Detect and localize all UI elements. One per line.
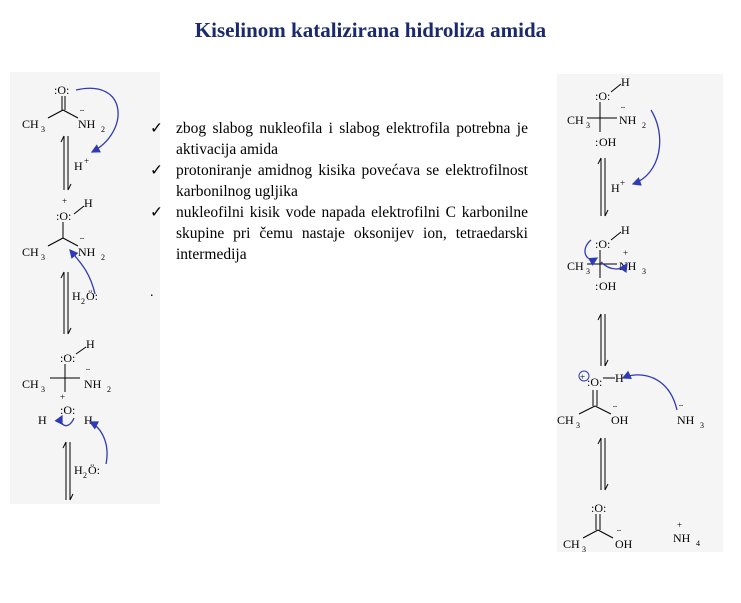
svg-text:2: 2 [83,471,87,480]
svg-text:3: 3 [576,421,580,430]
svg-text:4: 4 [696,539,700,548]
svg-text:3: 3 [41,125,45,134]
key-points-list [150,118,528,265]
oxonium-oxygen-water: :O: [60,403,76,417]
svg-text:H: H [38,413,47,427]
ammonia-molecule [677,401,704,430]
bullet-text: zbog slabog nukleofila i slabog elektrofila potrebna je aktivacija amida [176,120,528,158]
svg-text:+: + [623,248,629,258]
svg-text:+: + [62,196,68,206]
hydroxyl-oxygen: :O: [60,351,76,365]
svg-text:¨: ¨ [613,402,617,416]
bullet-protonation [150,160,528,202]
svg-text:2: 2 [81,297,85,306]
svg-text:H: H [621,75,630,89]
structure-tetrahedral-intermediate [22,337,111,427]
svg-text:Ö:: Ö: [86,289,98,303]
amine-label: NH [78,117,96,131]
equilibrium-arrows-1 [61,136,71,190]
structure-neutral-tetrahedral [567,75,646,149]
structure-protonated-acid [557,371,629,430]
checkmark-icon: ✓ [150,120,163,137]
mechanism-panel-right [557,74,723,552]
svg-text:+: + [677,520,683,530]
svg-text:¨: ¨ [679,401,683,415]
structure-ammonium-intermediate [567,223,646,293]
bullet-text: protoniranje amidnog kisika povećava se elektrofilnost karbonilnog ugljika [176,162,528,200]
svg-text::O:: :O: [587,375,603,389]
equilibrium-arrows-2 [61,272,71,334]
water-reagent-1: H [72,289,81,303]
svg-text:OH: OH [599,279,617,293]
svg-text:2: 2 [101,253,105,262]
svg-text:OH: OH [599,135,617,149]
water-reagent-2: H [74,463,83,477]
svg-text:CH: CH [22,377,39,391]
svg-text:3: 3 [582,545,586,554]
page-title: Kiselinom katalizirana hidroliza amida [194,18,547,42]
svg-text:¨: ¨ [621,103,625,117]
svg-text::O:: :O: [591,501,607,515]
checkmark-icon: ✓ [150,204,163,221]
svg-text:H: H [615,371,624,385]
ammonium-ion [673,520,700,548]
bullet-nucleophilic-attack [150,202,528,265]
svg-text:+: + [580,372,586,382]
svg-text:NH: NH [673,531,691,545]
svg-text:¨: ¨ [86,365,90,379]
equilibrium-arrows-6 [598,438,608,490]
bullet-activation [150,118,528,160]
svg-text:+: + [60,392,66,402]
svg-text:Ö:: Ö: [88,463,100,477]
equilibrium-arrows-3 [63,442,73,500]
svg-text::O:: :O: [595,237,611,251]
svg-text:CH: CH [567,259,584,273]
svg-text:H: H [84,196,93,210]
svg-text:2: 2 [642,121,646,130]
carbonyl-oxygen: :O: [54,83,70,97]
svg-text:H: H [611,181,620,195]
svg-text:+: + [620,178,626,188]
svg-text:CH: CH [557,413,574,427]
svg-text:3: 3 [700,421,704,430]
proton-reagent: H [74,159,83,173]
svg-text:OH: OH [615,537,633,551]
equilibrium-arrows-4 [598,158,608,216]
svg-text:3: 3 [41,253,45,262]
svg-text:NH: NH [619,259,637,273]
right-mechanism-diagram [557,74,723,552]
svg-text::O:: :O: [595,89,611,103]
svg-text:3: 3 [586,267,590,276]
svg-text:NH: NH [677,413,695,427]
svg-text:3: 3 [586,121,590,130]
svg-text:2: 2 [101,125,105,134]
svg-text::: : [595,135,599,149]
svg-text:H: H [86,337,95,351]
curved-arrow-ammonia-deprotonation [623,375,677,410]
curved-arrow-bond-shift [61,416,74,426]
curved-arrow-n-protonation [633,110,660,184]
structure-protonated-amide [22,196,105,262]
oxonium-oxygen: :O: [56,209,72,223]
equilibrium-arrows-5 [598,314,608,366]
methyl-label: CH [22,117,39,131]
svg-text:NH: NH [78,245,96,259]
bullet-text: nukleofilni kisik vode napada elektrofilni C karbonilne skupine pri čemu nastaje oksonijev ion, tetraedarski intermedija [176,204,528,263]
left-mechanism-diagram [10,72,160,504]
mechanism-panel-left [10,72,160,504]
svg-text:CH: CH [563,537,580,551]
curved-arrow-deprotonation [90,422,107,464]
amine-lone-pair: ¨ [80,106,84,120]
checkmark-icon: ✓ [150,162,163,179]
svg-text:3: 3 [41,385,45,394]
svg-text:¨: ¨ [80,234,84,248]
structure-acetic-acid [563,501,633,554]
svg-text:3: 3 [642,267,646,276]
svg-text:OH: OH [611,413,629,427]
svg-text:CH: CH [22,245,39,259]
svg-text:CH: CH [567,113,584,127]
svg-text:+: + [84,156,90,166]
structure-acetamide [22,83,105,134]
svg-text:H: H [84,413,93,427]
svg-text::: : [595,279,599,293]
svg-text:¨: ¨ [617,526,621,540]
svg-text:NH: NH [619,113,637,127]
svg-text:NH: NH [84,377,102,391]
svg-text:H: H [621,223,630,237]
svg-text:2: 2 [107,385,111,394]
stray-dot: . [150,285,154,300]
